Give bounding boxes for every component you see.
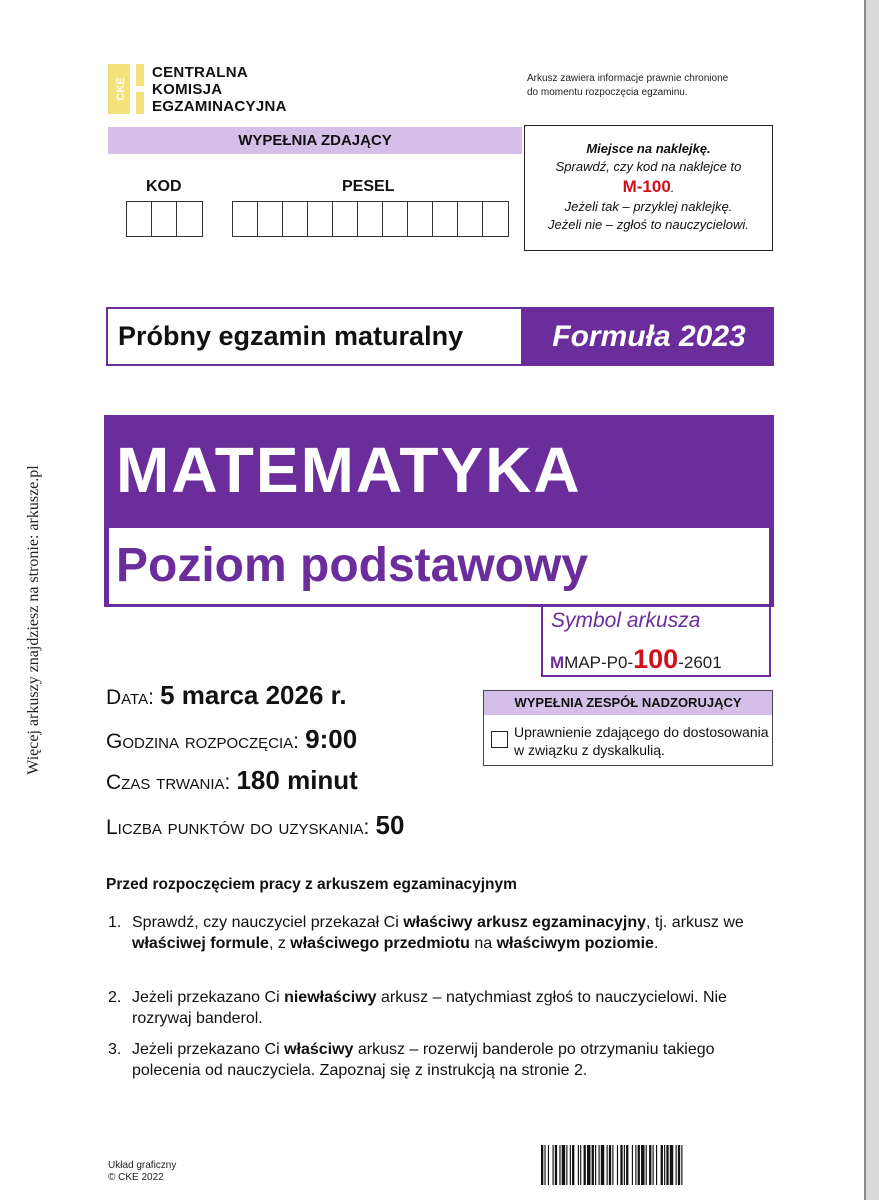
instruction-number: 3.	[108, 1041, 122, 1058]
side-note: Więcej arkuszy znajdziesz na stronie: arkusze.pl	[25, 465, 42, 775]
sticker-area	[524, 125, 773, 251]
kod-field[interactable]	[126, 201, 203, 237]
start-label: Godzina rozpoczęcia:	[106, 730, 300, 753]
instruction-item	[108, 912, 748, 954]
sticker-yes: Jeżeli tak – przyklej naklejkę.	[564, 199, 733, 214]
pesel-box[interactable]	[483, 202, 508, 236]
instruction-text: , z	[268, 935, 291, 952]
instruction-text: Sprawdź, czy nauczyciel przekazał Ci	[132, 914, 404, 931]
barcode	[541, 1145, 768, 1185]
sticker-title: Miejsce na naklejkę.	[586, 141, 711, 156]
footer-line-1: Układ graficzny	[108, 1160, 177, 1171]
footer-line-2: © CKE 2022	[108, 1172, 164, 1183]
pesel-box[interactable]	[458, 202, 483, 236]
svg-text:CKE: CKE	[114, 77, 127, 101]
points-value: 50	[375, 810, 405, 840]
supervisors-header: WYPEŁNIA ZESPÓŁ NADZORUJĄCY	[484, 691, 772, 715]
sticker-no: Jeżeli nie – zgłoś to nauczycielowi.	[548, 217, 749, 232]
instruction-bold: właściwym poziomie	[496, 935, 654, 952]
sticker-code: M-100	[622, 177, 671, 196]
date-label: Data:	[106, 686, 154, 709]
symbol-code	[550, 644, 722, 675]
kod-box[interactable]	[177, 202, 202, 236]
legal-line-2: do momentu rozpoczęcia egzaminu.	[527, 87, 688, 98]
pesel-box[interactable]	[333, 202, 358, 236]
symbol-prefix: MAP-P0-	[564, 653, 634, 672]
instruction-bold: właściwej formule	[132, 935, 269, 952]
instruction-text: arkusz – natychmiast zgłoś to nauczycielowi. Nie rozrywaj banderol.	[132, 989, 727, 1027]
kod-label: KOD	[146, 178, 182, 195]
cke-logo-icon	[108, 64, 144, 114]
pesel-box[interactable]	[383, 202, 408, 236]
instruction-item	[108, 1039, 748, 1081]
candidate-header: WYPEŁNIA ZDAJĄCY	[108, 127, 522, 154]
instruction-bold: właściwy	[284, 1041, 354, 1058]
dyscalculia-text: Uprawnienie zdającego do dostosowania w związku z dyskalkulią.	[514, 724, 769, 758]
instruction-text: arkusz – rozerwij banderole po otrzymaniu takiego polecenia od nauczyciela. Zapoznaj się z instrukcją na stronie 2.	[132, 1041, 715, 1079]
legal-notice	[527, 72, 787, 100]
page-edge	[864, 0, 879, 1200]
symbol-prefix-m: M	[550, 653, 565, 672]
pesel-field[interactable]	[232, 201, 509, 237]
instruction-bold: niewłaściwy	[284, 989, 377, 1006]
points-line	[106, 810, 404, 841]
symbol-number: 100	[633, 644, 679, 674]
instruction-bold: właściwego przedmiotu	[290, 935, 470, 952]
instructions-header: Przed rozpoczęciem pracy z arkuszem egzaminacyjnym	[106, 876, 517, 893]
instruction-number: 1.	[108, 914, 122, 931]
pesel-box[interactable]	[408, 202, 433, 236]
points-label: Liczba punktów do uzyskania:	[106, 816, 370, 839]
sticker-dot: .	[670, 180, 675, 195]
symbol-label: Symbol arkusza	[551, 609, 701, 632]
date-value: 5 marca 2026 r.	[160, 680, 347, 710]
subject-title: MATEMATYKA	[116, 434, 582, 506]
logo-line-2: KOMISJA	[152, 81, 223, 98]
instruction-text: Jeżeli przekazano Ci	[132, 1041, 285, 1058]
pesel-box[interactable]	[258, 202, 283, 236]
pesel-box[interactable]	[358, 202, 383, 236]
kod-box[interactable]	[152, 202, 177, 236]
pesel-box[interactable]	[308, 202, 333, 236]
pesel-box[interactable]	[433, 202, 458, 236]
pesel-box[interactable]	[233, 202, 258, 236]
instruction-number: 2.	[108, 989, 122, 1006]
instruction-text: .	[653, 935, 659, 952]
subject-level: Poziom podstawowy	[116, 539, 589, 592]
sticker-check: Sprawdź, czy kod na naklejce to	[555, 159, 742, 174]
exam-formula: Formuła 2023	[552, 320, 746, 353]
duration-label: Czas trwania:	[106, 771, 231, 794]
instruction-item	[108, 987, 748, 1029]
logo-line-1: CENTRALNA	[152, 64, 249, 81]
exam-type: Próbny egzamin maturalny	[108, 309, 521, 364]
pesel-box[interactable]	[283, 202, 308, 236]
start-value: 9:00	[305, 724, 358, 754]
date-line	[106, 680, 347, 711]
symbol-suffix: -2601	[678, 653, 722, 672]
pesel-label: PESEL	[342, 178, 395, 195]
instruction-text: Jeżeli przekazano Ci	[132, 989, 285, 1006]
cke-logo	[108, 64, 287, 115]
dyscalculia-checkbox[interactable]	[491, 731, 508, 748]
kod-box[interactable]	[127, 202, 152, 236]
instruction-text: , tj. arkusz we	[646, 914, 744, 931]
logo-line-3: EGZAMINACYJNA	[152, 98, 287, 115]
instruction-text: na	[469, 935, 497, 952]
instruction-bold: właściwy arkusz egzaminacyjny	[403, 914, 647, 931]
start-line	[106, 724, 357, 755]
duration-line	[106, 765, 358, 796]
duration-value: 180 minut	[236, 765, 358, 795]
legal-line-1: Arkusz zawiera informacje prawnie chronione	[527, 73, 729, 84]
footer	[108, 1160, 176, 1184]
